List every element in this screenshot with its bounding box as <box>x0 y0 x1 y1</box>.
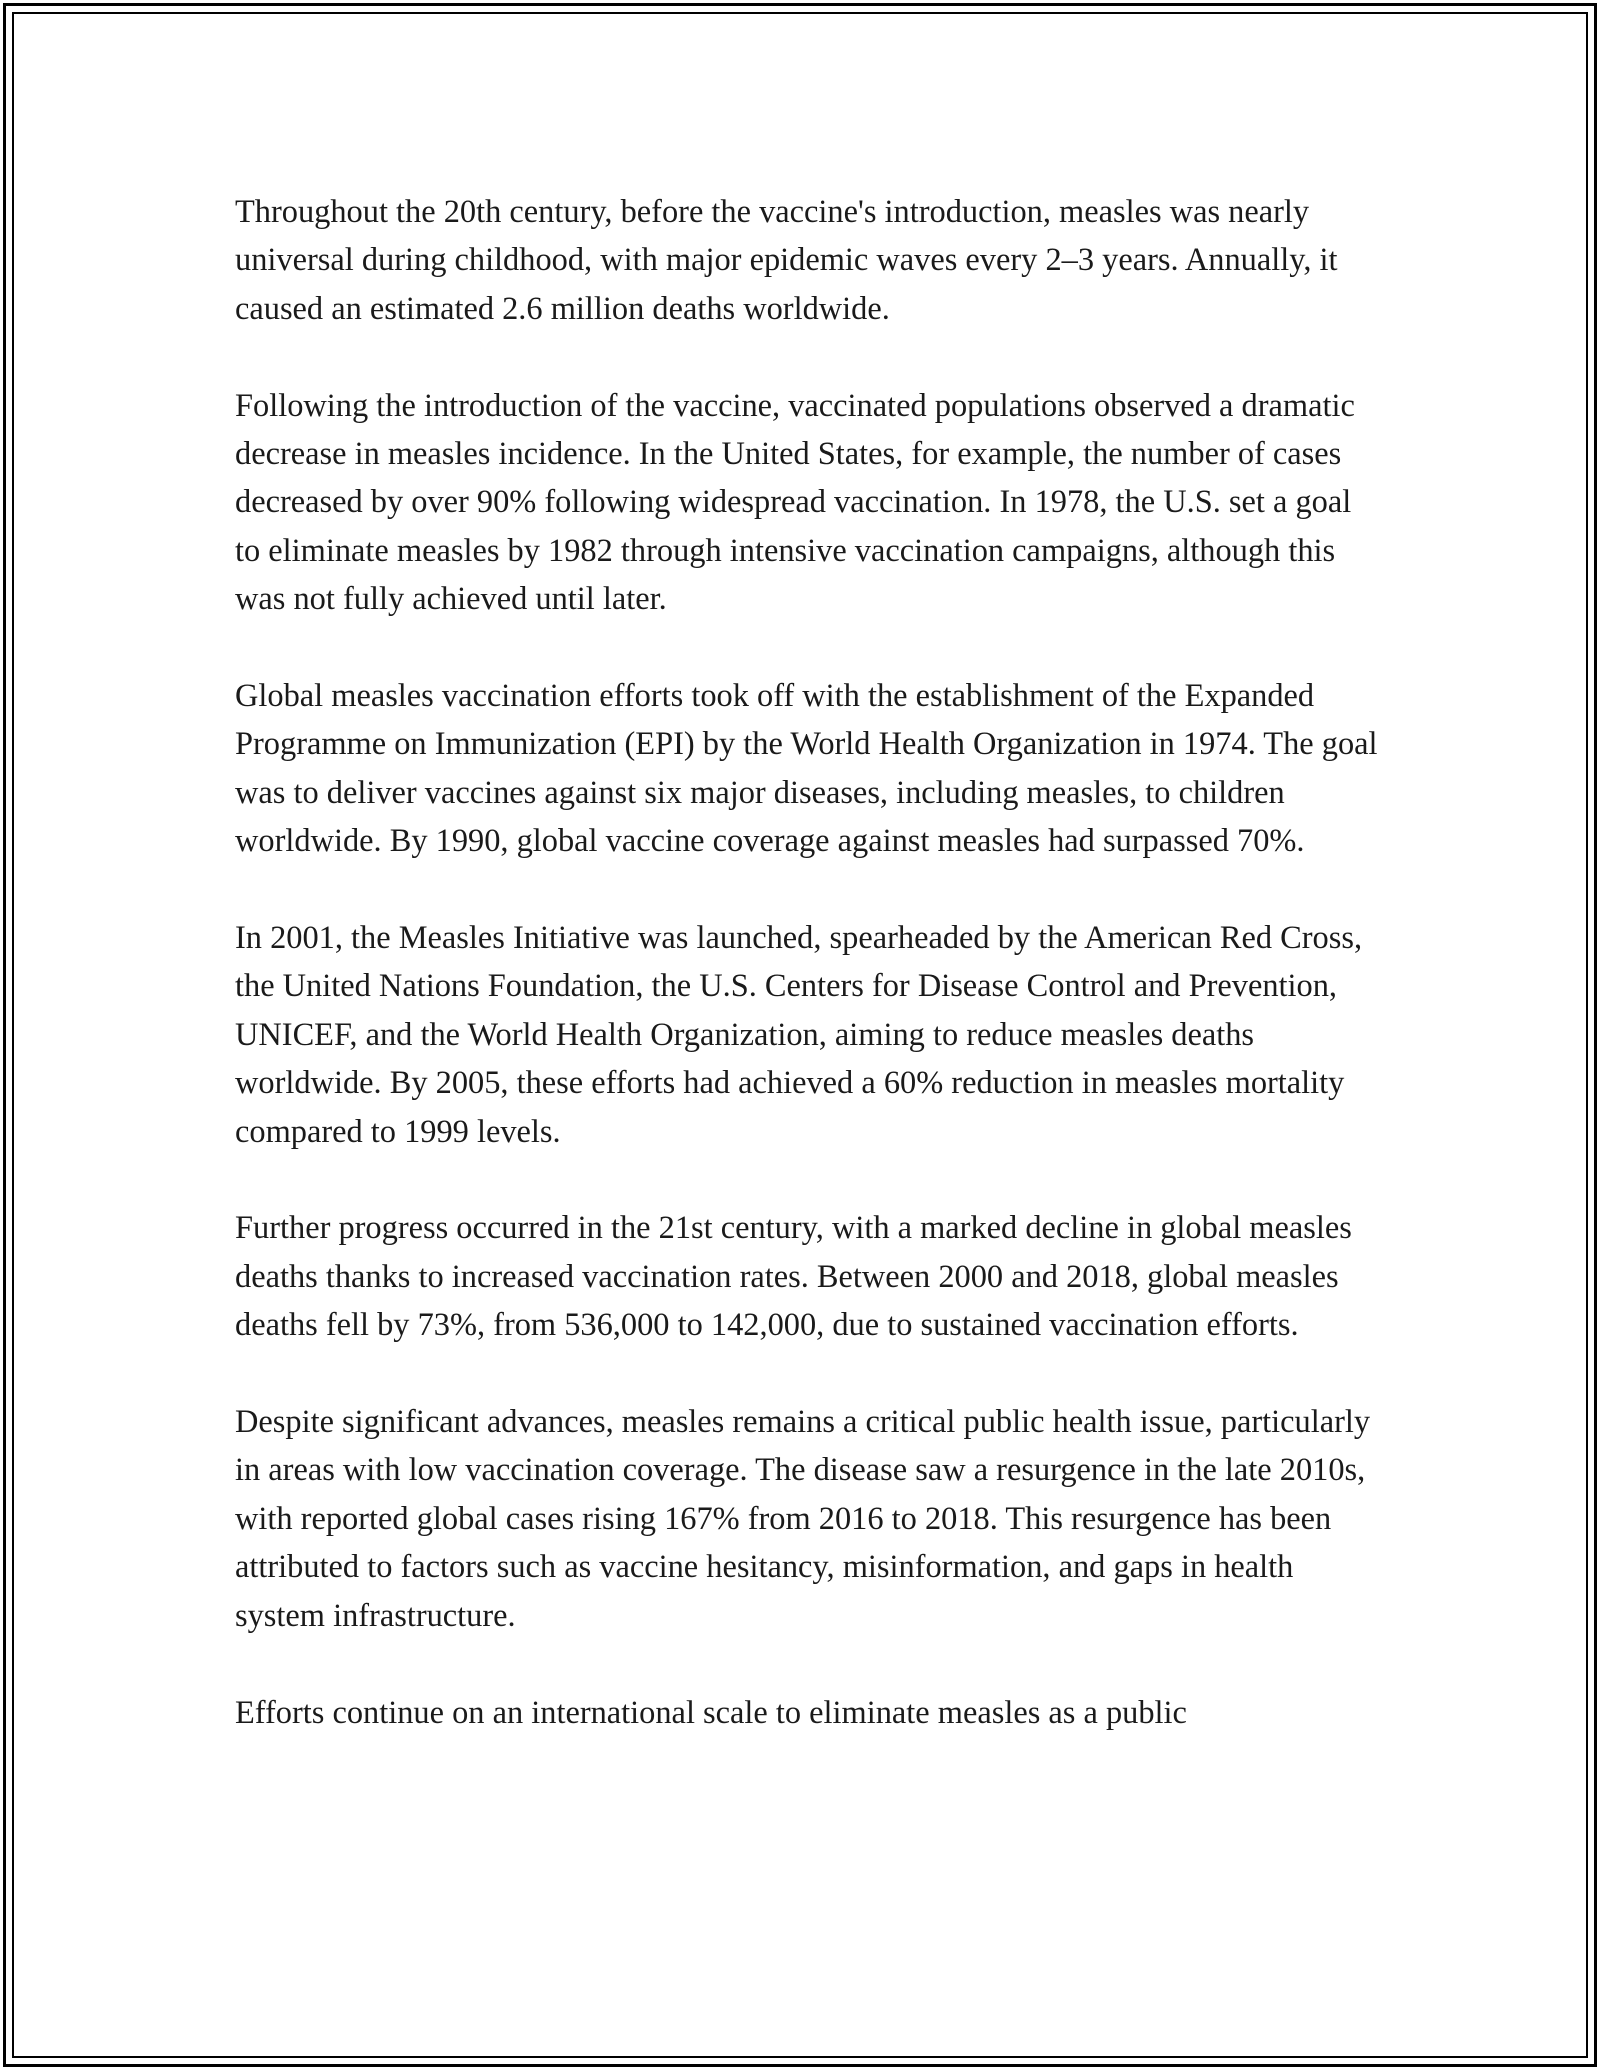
paragraph-global-epi: Global measles vaccination efforts took off with the establishment of the Expanded Programme on Immunization (EPI) by the World Health Organization in 1974. The goal was to deliver vaccines against six major diseases, including measles, to children worldwide. By 1990, global vaccine coverage against measles had surpassed 70%. <box>235 678 1378 860</box>
paragraph-us-vaccination: Following the introduction of the vaccine, vaccinated populations observed a dramatic decrease in measles incidence. In the United States, for example, the number of cases decreased by over 90% following widespread vaccination. In 1978, the U.S. set a goal to eliminate measles by 1982 through intensive vaccination campaigns, although this was not fully achieved until later. <box>235 387 1355 618</box>
paragraph-prevaccine-era: Throughout the 20th century, before the vaccine's introduction, measles was nearly universal during childhood, with major epidemic waves every 2–3 years. Annually, it caused an estimated 2.6 million deaths worldwide. <box>235 194 1338 327</box>
paragraph-measles-initiative: In 2001, the Measles Initiative was launched, spearheaded by the American Red Cross, the United Nations Foundation, the U.S. Centers for Disease Control and Prevention, UNICEF, and the World Health Organization, aiming to reduce measles deaths worldwide. By 2005, these efforts had achieved a 60% reduction in measles mortality compared to 1999 levels. <box>235 920 1363 1150</box>
paragraph-ongoing-efforts: Efforts continue on an international scale to eliminate measles as a public <box>235 1694 1187 1731</box>
document-body <box>235 188 1380 1785</box>
paragraph-21st-century-progress: Further progress occurred in the 21st century, with a marked decline in global measles deaths thanks to increased vaccination rates. Between 2000 and 2018, global measles deaths fell by 73%, from 536,000 to 142,000, due to sustained vaccination efforts. <box>235 1210 1352 1344</box>
paragraph-resurgence: Despite significant advances, measles remains a critical public health issue, particularly in areas with low vaccination coverage. The disease saw a resurgence in the late 2010s, with reported global cases rising 167% from 2016 to 2018. This resurgence has been attributed to factors such as vaccine hesitancy, misinformation, and gaps in health system infrastructure. <box>235 1404 1371 1634</box>
